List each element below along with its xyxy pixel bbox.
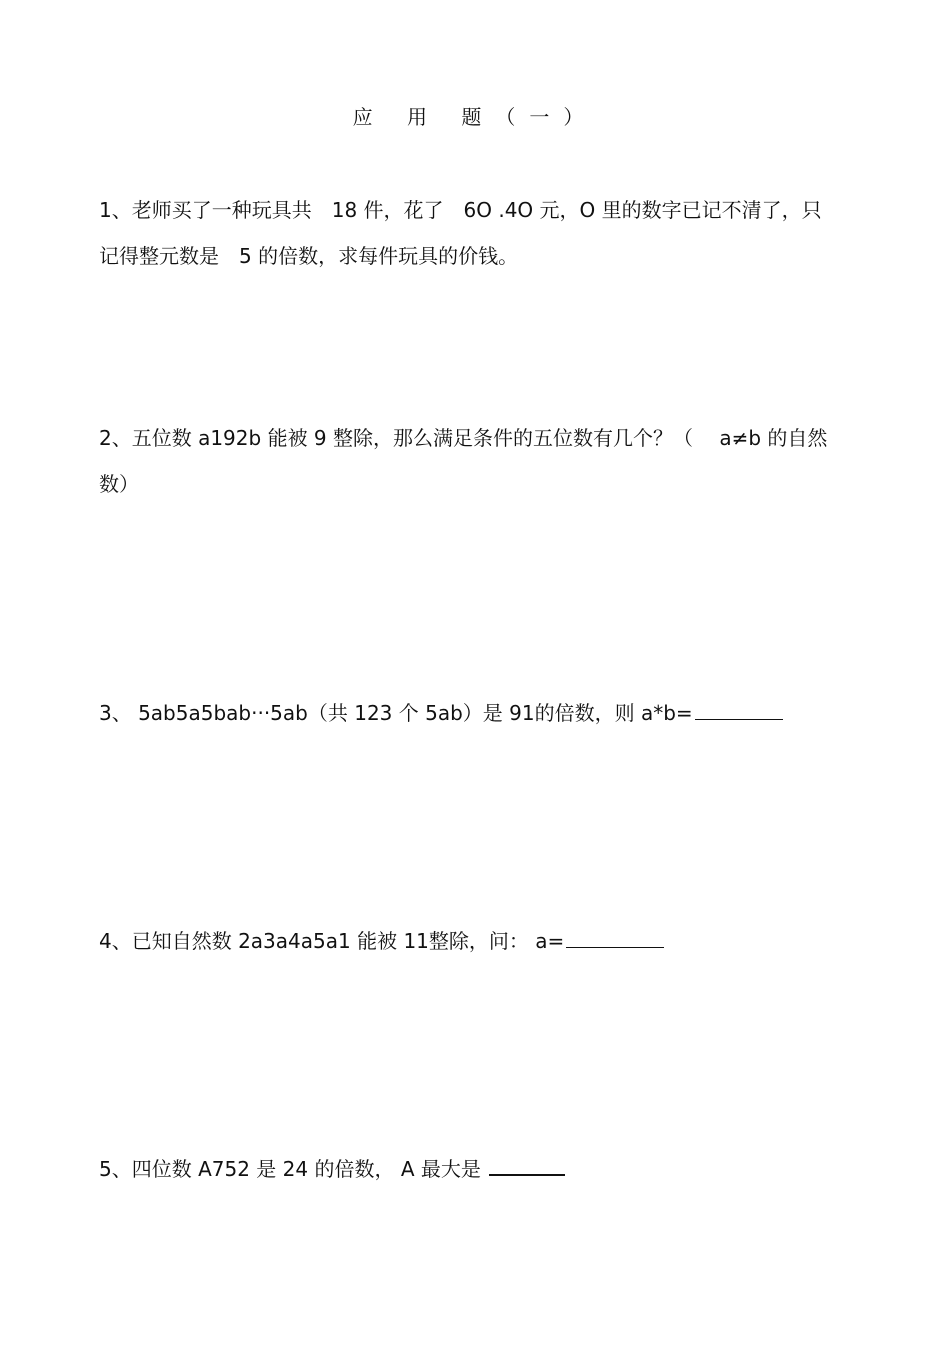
problem-2 (99, 415, 854, 507)
problem-1 (99, 187, 854, 279)
problem-4 (99, 918, 854, 964)
answer-blank-3[interactable] (695, 699, 783, 720)
page-title: 应 用 题（一） (352, 105, 598, 129)
problem-2-line-1: 2、五位数 a192b 能被 9 整除，那么满足条件的五位数有几个？（ a≠b 的自然 (99, 426, 828, 450)
problem-5-line-1 (99, 1146, 854, 1192)
problem-5-text: 5、四位数 A752 是 24 的倍数， A 最大是 (99, 1157, 488, 1181)
problem-3-line-1 (99, 690, 854, 736)
answer-blank-5[interactable] (489, 1154, 565, 1176)
problem-4-text: 4、已知自然数 2a3a4a5a1 能被 11整除，问： a= (99, 929, 565, 953)
problem-3 (99, 690, 854, 736)
answer-blank-4[interactable] (566, 927, 664, 948)
problem-1-line-1: 1、老师买了一种玩具共 18 件，花了 6O .4O 元，O 里的数字已记不清了，只 (99, 198, 822, 222)
problem-2-line-2: 数） (99, 472, 139, 496)
problem-3-text: 3、 5ab5a5bab···5ab（共 123 个 5ab）是 91的倍数，则 a*b= (99, 701, 693, 725)
problem-4-line-1 (99, 918, 854, 964)
problem-5 (99, 1146, 854, 1192)
problem-1-line-2: 记得整元数是 5 的倍数，求每件玩具的价钱。 (99, 244, 519, 268)
